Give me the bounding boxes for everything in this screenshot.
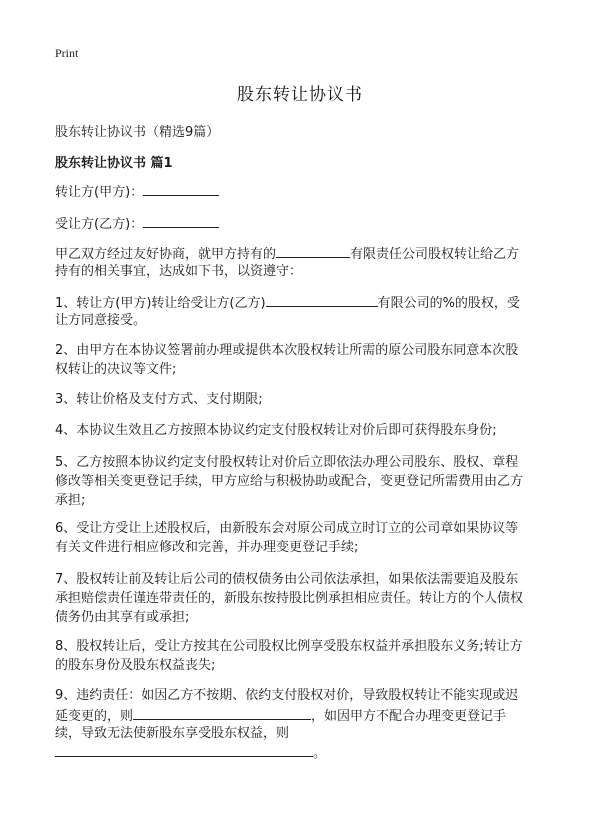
clause-9-text-b: ，如因甲方不配合办理变更登记手: [311, 709, 507, 724]
clause-1-text-b: 有限公司的%的股权，受: [377, 296, 520, 311]
transferee-blank: [143, 213, 219, 228]
clause-5-line-3: 承担;: [55, 493, 86, 508]
clause-4-line-1: 4、本协议生效且乙方按照本协议约定支付股权转让对价后即可获得股东身份;: [55, 423, 497, 438]
clause-5-line-1: 5、乙方按照本协议约定支付股权转让对价后立即依法办理公司股东、股权、章程: [55, 455, 519, 470]
clause-9-blank-2: [55, 742, 313, 757]
clause-8-line-1: 8、股权转让后，受让方按其在公司股权比例享受股东权益并承担股东义务;转让方: [55, 639, 523, 654]
clause-3-line-1: 3、转让价格及支付方式、支付期限;: [55, 392, 263, 407]
transferee-line: [55, 213, 555, 235]
clause-9-text-a: 延变更的，则: [55, 709, 134, 724]
clause-2-line-2: 权转让的决议等文件;: [55, 362, 177, 377]
clause-1-blank: [266, 292, 378, 307]
clause-6-line-1: 6、受让方受让上述股权后，由新股东会对原公司成立时订立的公司章如果协议等: [55, 521, 519, 536]
clause-8-line-2: 的股东身份及股东权益丧失;: [55, 658, 216, 673]
clause-2-line-1: 2、由甲方在本协议签署前办理或提供本次股权转让所需的原公司股东同意本次股: [55, 343, 519, 358]
print-label: Print: [55, 46, 79, 60]
clause-9-line-1: 9、违约责任：如因乙方不按期、依约支付股权对价，导致股权转让不能实现或迟: [55, 688, 519, 703]
transferor-line: [55, 181, 555, 203]
clause-6-line-2: 有关文件进行相应修改和完善，并办理变更登记手续;: [55, 540, 359, 555]
transferor-label: 转让方(甲方)：: [55, 185, 144, 200]
intro-text-b: 有限责任公司股权转让给乙方: [350, 247, 520, 262]
document-subtitle: 股东转让协议书（精选9篇）: [55, 125, 220, 140]
section-heading: 股东转让协议书 篇1: [55, 156, 173, 171]
transferee-label: 受让方(乙方)：: [55, 217, 144, 232]
intro-line-2: 持有的相关事宜，达成如下书，以资遵守：: [55, 264, 303, 279]
clause-9-end: 。: [313, 746, 327, 761]
transferor-blank: [143, 181, 219, 196]
clause-9-blank-1: [133, 705, 311, 720]
clause-1-text-a: 1、转让方(甲方)转让给受让方(乙方): [55, 296, 266, 311]
clause-5-line-2: 修改等相关变更登记手续，甲方应给与积极协助或配合，变更登记所需费用由乙方: [55, 474, 524, 489]
clause-7-line-2: 承担赔偿责任谨连带责任的，新股东按持股比例承担相应责任。转让方的个人债权: [55, 591, 524, 606]
clause-7-line-1: 7、股权转让前及转让后公司的债权债务由公司依法承担，如果依法需要追及股东: [55, 572, 519, 587]
clause-9-line-3: 续，导致无法使新股东享受股东权益，则: [55, 726, 290, 741]
clause-9-line-4: [55, 742, 555, 764]
intro-text-a: 甲乙双方经过友好协商，就甲方持有的: [55, 247, 277, 262]
clause-1-line-2: 让方同意接受。: [55, 313, 147, 328]
document-title: 股东转让协议书: [237, 85, 363, 105]
clause-7-line-3: 债务仍由其享有或承担;: [55, 610, 190, 625]
intro-blank: [276, 243, 350, 258]
